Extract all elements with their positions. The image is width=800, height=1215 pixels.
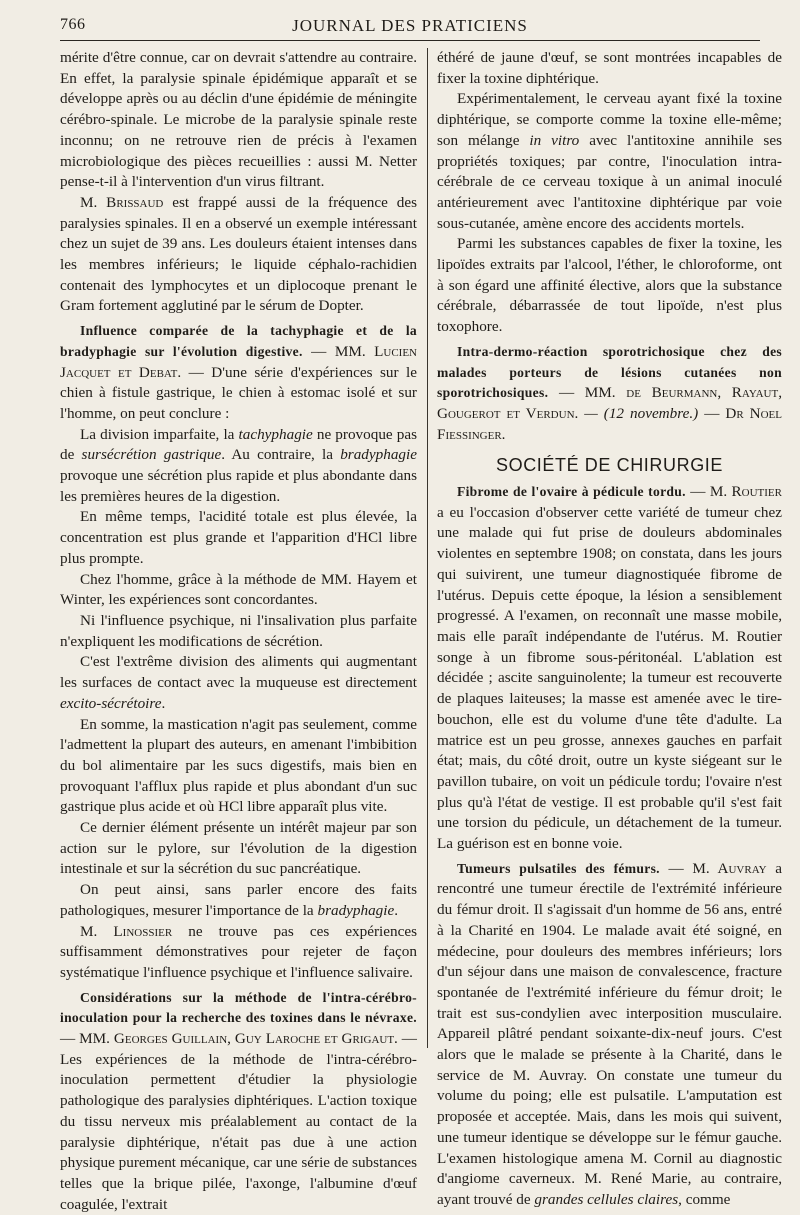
running-header — [60, 14, 760, 42]
text-run: . — [161, 694, 166, 712]
text-run: Expérimentalement, le cerveau ayant fixé la toxine diphtérique, se comporte comme la toxine elle-même; son mélange — [437, 90, 782, 149]
italic-term: excito-sécrétoire — [60, 694, 162, 712]
article-title: Intra-dermo-réaction sporotrichosique chez des malades porteurs de lésions cutanées non sporotrichosiques. — [437, 343, 782, 401]
article-entry — [60, 321, 417, 425]
page-number: 766 — [60, 16, 86, 33]
author-name: M. Brissaud — [80, 193, 164, 211]
journal-title: JOURNAL DES PRATICIENS — [292, 16, 528, 35]
article-text: — D'une série d'expériences sur le chien à fistule gastrique, le chien à estomac isolé et sur l'homme, on peut conclure : — [60, 363, 417, 422]
text-run: On peut ainsi, sans parler encore des faits pathologiques, mesurer l'importance de la — [60, 881, 417, 919]
paragraph: mérite d'être connue, car on devrait s'attendre au contraire. En effet, la paralysie spinale épidémique apparaît et se développe après ou au déclin d'une épidémie de méningite cérébro-spinale. Le microbe de la paralysie spinale reste inconnu; on ne retrouve rien de précis à l'examen microbiologique des pièces recueillies : aussi M. Netter pense-t-il à l'intervention d'un virus filtrant. — [60, 49, 417, 191]
paragraph-text: est frappé aussi de la fréquence des paralysies spinales. Il en a observé un exemple intéressant chez un sujet de 39 ans. Les douleurs étaient intenses dans les membres inférieurs; le liquide céphalo-rachidien contenait des lymphocytes et un diplocoque prenant le Gram fortement agglutiné par le sérum de Dopter. — [60, 193, 418, 315]
article-authors: — M. Auvray — [659, 859, 767, 877]
article-text: a eu l'occasion d'observer cette variété de tumeur chez une malade qui fut prise de douleurs abdominales violentes en septembre 1908; on constata, dans les jours qui suivirent, une tumeur diagnostiquée fibrome de l'utérus. Depuis cette époque, la lésion a sensiblement progressé. A l'examen, on reconnaît une masse mobile, mais elle paraît indépendante de l'utérus. M. Routier songe à un fibrome sous-péritonéal. L'ablation est décidée ; ascite sanguinolente; la tumeur est recouverte de plaques laiteuses; la masse est amenée avec le tire-bouchon, elle est du volume d'une tête d'adulte. La matrice est un peu grosse, annexes gauches en parfait état; mais, du côté droit, outre un kyste siégeant sur le pavillon tubaire, on voit un pédicule tordu; l'ovaire n'est plus qu'à l'état de vestige. Il est probable qu'il s'est fait une torsion du pédicule, un détachement de la tumeur. La guérison est en bonne voie. — [437, 503, 782, 853]
italic-term: grandes cellules claires — [534, 1190, 679, 1208]
paragraph: En même temps, l'acidité totale est plus élevée, la concentration est plus grande et l'apparition d'HCl libre plus prompte. — [60, 508, 417, 567]
article-date: — (12 novembre.) — [578, 404, 699, 422]
paragraph: éthéré de jaune d'œuf, se sont montrées incapables de fixer la toxine diphtérique. — [437, 49, 782, 87]
italic-term: bradyphagie — [340, 446, 417, 464]
text-run: avec l'antitoxine annihile ses propriétés toxiques; par contre, l'inoculation intra-cérébrale de ce cerveau toxique à un animal inoculé antérieurement avec l'antitoxine diphtérique par voie sous-cutanée, amène encore des accidents mortels. — [437, 131, 782, 232]
paragraph — [60, 880, 417, 921]
author-name: M. Linossier — [80, 922, 173, 940]
paragraph — [60, 652, 417, 714]
article-entry — [437, 482, 782, 855]
italic-term: sursécrétion gastrique — [81, 446, 222, 464]
section-title: SOCIÉTÉ DE CHIRURGIE — [495, 455, 724, 476]
article-title: Considérations sur la méthode de l'intra-cérébro-inoculation pour la recherche des toxines dans le névraxe. — [60, 989, 417, 1026]
column-separator — [427, 48, 428, 1048]
article-entry — [60, 988, 417, 1215]
article-entry — [437, 859, 782, 1211]
paragraph — [437, 89, 782, 234]
italic-term: bradyphagie — [317, 901, 395, 919]
paragraph — [60, 922, 417, 984]
right-column — [437, 48, 782, 1211]
paragraph: En somme, la mastication n'agit pas seulement, comme l'admettent la plupart des auteurs, en amenant l'imbibition du bol alimentaire par les sucs digestifs, mais bien en provoquant l'afflux plus rapide et plus abondant d'un suc gastrique plus acide et où HCl libre apparaît plus vite. — [60, 715, 417, 816]
article-text: a rencontré une tumeur érectile de l'extrémité inférieure du fémur droit. Il s'agissait d'un homme de 56 ans, entré à la Charité en 1904. Le malade avait été soigné, en médecine, pour douleurs des membres inférieurs; lors d'un séjour dans une maison de convalescence, fracture spontanée de l'extrémité inférieure du fémur droit; le trait est sus-condylien avec interposition musculaire. Appareil plâtré pendant soixante-dix-neuf jours. C'est alors que le malade se présente à la Charité, dans le service de M. Auvray. On constate une tumeur du volume du poing; elle est pulsatile. L'amputation est proposée et acceptée. Mais, dans les mois qui suivent, une tumeur identique se développe sur le fémur gauche. L'examen histologique amena M. Cornil au diagnostic d'angiome caverneux. M. René Marie, au contraire, ayant trouvé de — [437, 859, 782, 1208]
article-authors: — MM. Georges Guillain, Guy Laroche et Grigaut. — [60, 1030, 398, 1048]
text-run: La division imparfaite, la — [80, 425, 239, 443]
left-column — [60, 48, 417, 1215]
italic-term: in vitro — [529, 131, 580, 149]
article-title: Influence comparée de la tachyphagie et de la bradyphagie sur l'évolution digestive. — [60, 323, 417, 359]
article-authors: — MM. Lucien Jacquet et Debat. — [60, 342, 417, 381]
paragraph: Ni l'influence psychique, ni l'insalivation plus parfaite n'expliquent les modifications de sécrétion. — [60, 611, 417, 650]
article-authors: — MM. de Beurmann, Rayaut, Gougerot et Verdun. — [437, 384, 782, 422]
article-text: — Les expériences de la méthode de l'intra-cérébro-inoculation permettent d'étudier la physiologie pathologique des paralysies diphtériques. L'action toxique du tissu nerveux mis préalablement au contact de la paralysie diphtérique, n'était pas due à une action physique purement mécanique, car une série de substances telles que la brique pilée, l'axonge, l'albumine d'œuf coagulée, l'extrait — [60, 1030, 417, 1213]
article-authors: — M. Routier — [685, 483, 782, 501]
paragraph: Ce dernier élément présente un intérêt majeur par son action sur le pylore, sur l'évolution de la digestion intestinale et sur la sécrétion du suc pancréatique. — [60, 819, 417, 878]
header-rule — [60, 40, 760, 41]
article-entry — [437, 342, 782, 446]
paragraph — [60, 425, 417, 508]
text-run: . Au contraire, la — [221, 446, 341, 464]
text-run: C'est l'extrême division des aliments qui augmentant les surfaces de contact avec la muqueuse est directement — [60, 653, 417, 692]
text-run: . — [394, 901, 399, 919]
text-run: , comme — [678, 1190, 731, 1208]
paragraph-text: ne trouve pas ces expériences suffisamment démonstratives pour rejeter de façon systématique l'influence psychique et l'influence salivaire. — [60, 922, 417, 981]
article-title: Tumeurs pulsatiles des fémurs. — [457, 860, 660, 876]
paragraph: Parmi les substances capables de fixer la toxine, les lipoïdes extraits par l'alcool, l'éther, le chloroforme, ont à son égard une affinité élective, alors que la substance cérébrale, débarrassée de tout lipoïde, n'est plus toxophore. — [437, 235, 782, 336]
paragraph — [60, 193, 417, 317]
text-run: provoque une sécrétion plus rapide et plus abondante dans les premières heures de la digestion. — [60, 467, 417, 505]
italic-term: tachyphagie — [238, 425, 313, 443]
text-run: ne provoque pas de — [60, 425, 418, 464]
article-title: Fibrome de l'ovaire à pédicule tordu. — [457, 484, 686, 500]
paragraph: Chez l'homme, grâce à la méthode de MM. Hayem et Winter, les expériences sont concordantes. — [60, 570, 417, 609]
report-signature: — Dr Noel Fiessinger. — [437, 404, 782, 443]
